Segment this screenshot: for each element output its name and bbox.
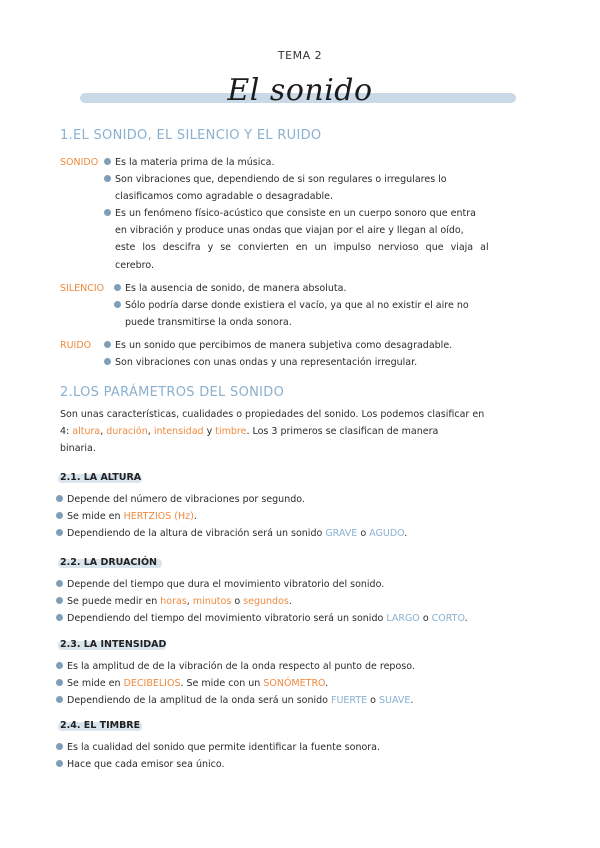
ruido-bullet-1: Es un sonido que percibimos de manera subjetiva como desagradable. bbox=[104, 337, 452, 354]
intensidad-bullet-1: Es la amplitud de de la vibración de la onda respecto al punto de reposo. bbox=[56, 658, 415, 675]
bullet-dot-icon bbox=[56, 512, 63, 519]
keyword-altura: altura bbox=[72, 426, 101, 438]
duracion-bullet-3: Dependiendo del tiempo del movimiento vibratorio será un sonido LARGO o CORTO. bbox=[56, 610, 468, 627]
section-1-heading: 1.EL SONIDO, EL SILENCIO Y EL RUIDO bbox=[60, 128, 322, 143]
timbre-bullet-2: Hace que cada emisor sea único. bbox=[56, 756, 225, 773]
subsection-duracion-heading: 2.2. LA DRUACIÓN bbox=[60, 557, 157, 568]
sonido-bullet-2: Son vibraciones que, dependiendo de si son regulares o irregulares lo clasificamos como agradable o desagradable. bbox=[104, 171, 534, 205]
subsection-intensidad-heading: 2.3. LA INTENSIDAD bbox=[60, 639, 167, 650]
intensidad-bullet-2: Se mide en DECIBELIOS. Se mide con un SONÓMETRO. bbox=[56, 675, 328, 692]
term-sonido: SONIDO bbox=[60, 157, 99, 168]
bullet-dot-icon bbox=[104, 158, 111, 165]
keyword-timbre: timbre bbox=[215, 426, 247, 438]
timbre-bullet-1: Es la cualidad del sonido que permite identificar la fuente sonora. bbox=[56, 739, 380, 756]
altura-bullet-2: Se mide en HERTZIOS (Hz). bbox=[56, 508, 197, 525]
page-title: El sonido bbox=[227, 73, 373, 108]
bullet-dot-icon bbox=[114, 301, 121, 308]
bullet-dot-icon bbox=[56, 597, 63, 604]
term-ruido: RUIDO bbox=[60, 340, 92, 351]
term-silencio: SILENCIO bbox=[60, 283, 105, 294]
bullet-dot-icon bbox=[104, 209, 111, 216]
bullet-dot-icon bbox=[56, 662, 63, 669]
bullet-dot-icon bbox=[104, 175, 111, 182]
bullet-dot-icon bbox=[56, 760, 63, 767]
silencio-bullet-1: Es la ausencia de sonido, de manera absoluta. bbox=[114, 280, 346, 297]
bullet-dot-icon bbox=[56, 614, 63, 621]
keyword-duracion: duración bbox=[106, 426, 148, 438]
subsection-altura-heading: 2.1. LA ALTURA bbox=[60, 472, 142, 483]
silencio-bullet-2: Sólo podría darse donde existiera el vacío, ya que al no existir el aire no puede transmitirse la onda sonora. bbox=[114, 297, 544, 331]
bullet-dot-icon bbox=[104, 341, 111, 348]
sonido-bullet-1: Es la materia prima de la música. bbox=[104, 154, 274, 171]
bullet-dot-icon bbox=[56, 529, 63, 536]
bullet-dot-icon bbox=[56, 696, 63, 703]
section-2-heading: 2.LOS PARÁMETROS DEL SONIDO bbox=[60, 385, 285, 400]
altura-bullet-3: Dependiendo de la altura de vibración será un sonido GRAVE o AGUDO. bbox=[56, 525, 407, 542]
bullet-dot-icon bbox=[56, 580, 63, 587]
bullet-dot-icon bbox=[104, 358, 111, 365]
keyword-intensidad: intensidad bbox=[153, 426, 204, 438]
altura-bullet-1: Depende del número de vibraciones por segundo. bbox=[56, 491, 305, 508]
parameters-intro: Son unas características, cualidades o propiedades del sonido. Los podemos clasificar en 4: altura, duración, intensidad y timbre. Los 3 primeros se clasifican de manera binaria. bbox=[60, 409, 485, 455]
bullet-dot-icon bbox=[56, 495, 63, 502]
ruido-bullet-2: Son vibraciones con unas ondas y una representación irregular. bbox=[104, 354, 417, 371]
intensidad-bullet-3: Dependiendo de la amplitud de la onda será un sonido FUERTE o SUAVE. bbox=[56, 692, 413, 709]
bullet-dot-icon bbox=[56, 743, 63, 750]
bullet-dot-icon bbox=[114, 284, 121, 291]
duracion-bullet-1: Depende del tiempo que dura el movimiento vibratorio del sonido. bbox=[56, 576, 384, 593]
sonido-bullet-3: Es un fenómeno físico-acústico que consiste en un cuerpo sonoro que entra en vibración y produce unas ondas que viajan por el aire y llegan al oído, este los descifra y se convierten en un impulso nervioso que viaja al cerebro. bbox=[104, 205, 534, 274]
subsection-timbre-heading: 2.4. EL TIMBRE bbox=[60, 720, 141, 731]
bullet-dot-icon bbox=[56, 679, 63, 686]
topic-number: TEMA 2 bbox=[277, 49, 323, 62]
duracion-bullet-2: Se puede medir en horas, minutos o segundos. bbox=[56, 593, 292, 610]
